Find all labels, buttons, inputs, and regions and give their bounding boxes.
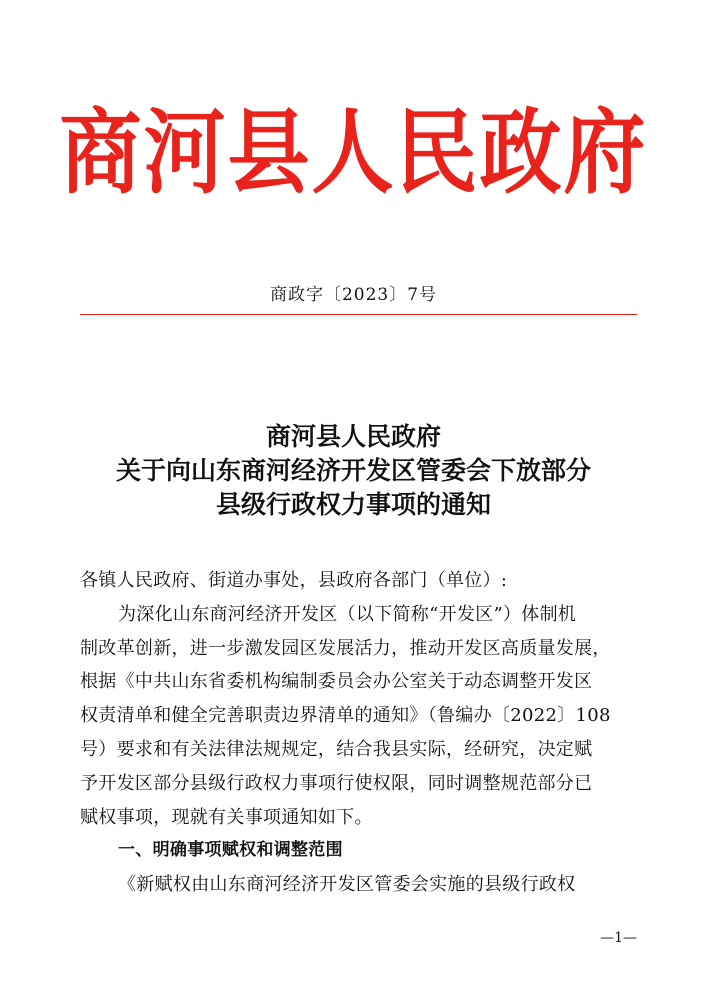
paragraph-line: 予开发区部分县级行政权力事项行使权限，同时调整规范部分已	[80, 772, 593, 794]
red-separator-line	[80, 314, 637, 315]
paragraph-line: 赋权事项，现就有关事项通知如下。	[80, 806, 373, 828]
title-line: 商河县人民政府	[265, 422, 441, 451]
paragraph-line: 权责清单和健全完善职责边界清单的通知》（鲁编办〔2022〕108	[80, 705, 611, 727]
paragraph-line: 为深化山东商河经济开发区（以下简称“开发区”）体制机	[118, 603, 577, 625]
addressee-line: 各镇人民政府、街道办事处，县政府各部门（单位）:	[80, 570, 508, 591]
title-line: 县级行政权力事项的通知	[215, 490, 491, 519]
notice-title	[0, 420, 707, 522]
paragraph-line: 根据《中共山东省委机构编制委员会办公室关于动态调整开发区	[80, 671, 593, 693]
page-number: —1—	[600, 930, 637, 946]
notice-body	[80, 564, 637, 902]
paragraph-line: 制改革创新，进一步激发园区发展活力，推动开发区高质量发展，	[80, 637, 611, 659]
document-number: 商政字〔2023〕7号	[269, 285, 438, 305]
masthead-title: 商河县人民政府	[59, 99, 648, 207]
paragraph-line: 《新赋权由山东商河经济开发区管委会实施的县级行政权	[118, 874, 576, 896]
title-line: 关于向山东商河经济开发区管委会下放部分	[115, 456, 591, 485]
paragraph-line: 号）要求和有关法律法规规定，结合我县实际，经研究，决定赋	[80, 738, 593, 760]
section-heading: 一、明确事项赋权和调整范围	[118, 840, 343, 861]
